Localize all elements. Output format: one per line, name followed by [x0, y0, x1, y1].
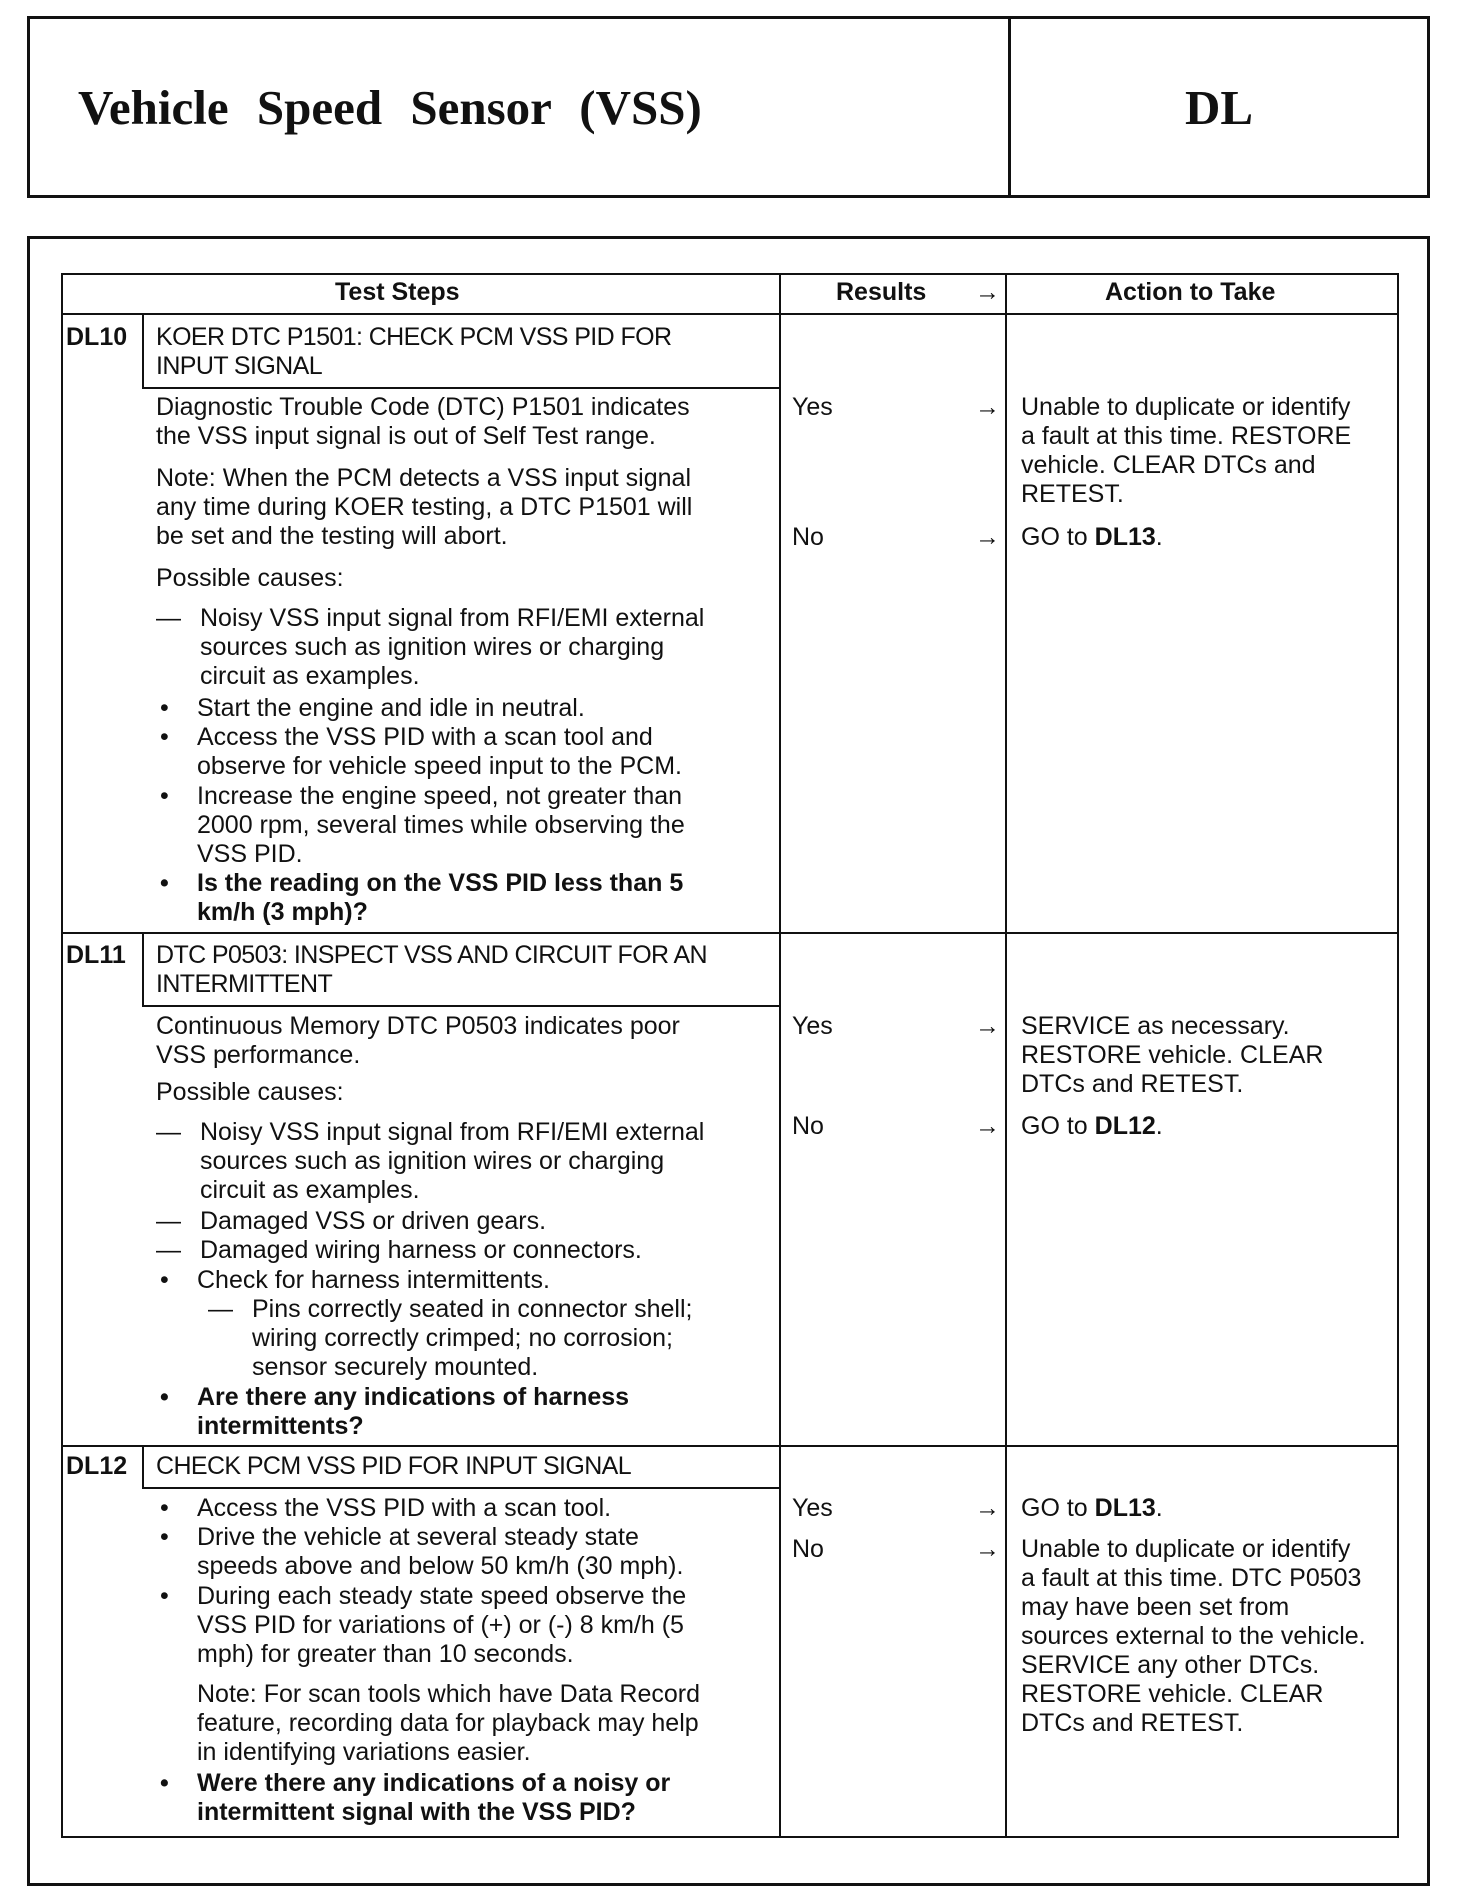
dl12-action-no: Unable to duplicate or identify a fault at this time. DTC P0503 may have been set from sources external to the vehicle. SERVICE any other DTCs. RESTORE vehicle. CLEAR DTCs and RETEST. — [1021, 1535, 1366, 1737]
bullet-marker: • — [160, 723, 169, 751]
id-divider-dl11 — [142, 933, 144, 1006]
step-title-dl12: CHECK PCM VSS PID FOR INPUT SIGNAL — [156, 1452, 632, 1480]
bullet-marker: • — [160, 782, 169, 810]
dl10-question: Is the reading on the VSS PID less than 5 km/h (3 mph)? — [197, 869, 684, 926]
dl10-result-yes: Yes — [792, 393, 833, 421]
dl12-title-line — [142, 1487, 779, 1489]
step-id-dl12: DL12 — [66, 1452, 128, 1480]
dl11-result-yes: Yes — [792, 1012, 833, 1040]
dl10-step-increase-speed: Increase the engine speed, not greater than 2000 rpm, several times while observing the VSS PID. — [197, 782, 685, 868]
dash-marker: — — [156, 1236, 181, 1264]
dash-marker: — — [156, 604, 181, 632]
dl12-step-drive: Drive the vehicle at several steady state speeds above and below 50 km/h (30 mph). — [197, 1523, 684, 1580]
dl12-step-access-pid: Access the VSS PID with a scan tool. — [197, 1494, 612, 1522]
dl10-result-no: No — [792, 523, 824, 551]
col-divider-action — [1005, 273, 1007, 1838]
row-line-dl12 — [61, 1445, 1399, 1447]
dl12-question: Were there any indications of a noisy or intermittent signal with the VSS PID? — [197, 1769, 671, 1826]
dl11-step-check-harness: Check for harness intermittents. — [197, 1266, 550, 1294]
dl12-result-no: No — [792, 1535, 824, 1563]
dl11-action-yes: SERVICE as necessary. RESTORE vehicle. CLEAR DTCs and RETEST. — [1021, 1012, 1324, 1098]
dl11-cause-wiring: Damaged wiring harness or connectors. — [200, 1236, 642, 1264]
step-title-dl10: KOER DTC P1501: CHECK PCM VSS PID FOR INPUT SIGNAL — [156, 323, 672, 380]
step-title-dl11: DTC P0503: INSPECT VSS AND CIRCUIT FOR AN INTERMITTENT — [156, 941, 708, 998]
dl10-action-yes: Unable to duplicate or identify a fault at this time. RESTORE vehicle. CLEAR DTCs and RETEST. — [1021, 393, 1352, 508]
results-arrow-icon: → — [975, 278, 1000, 306]
arrow-icon: → — [975, 523, 1000, 551]
dl11-description: Continuous Memory DTC P0503 indicates poor VSS performance. — [156, 1012, 680, 1069]
bullet-marker: • — [160, 869, 169, 897]
dl10-cause-noisy: Noisy VSS input signal from RFI/EMI external sources such as ignition wires or charging circuit as examples. — [200, 604, 705, 690]
arrow-icon: → — [975, 393, 1000, 421]
dl10-action-no: GO to DL13. — [1021, 523, 1163, 551]
dl12-result-yes: Yes — [792, 1494, 833, 1522]
bullet-marker: • — [160, 1383, 169, 1411]
arrow-icon: → — [975, 1012, 1000, 1040]
dl10-causes-label: Possible causes: — [156, 564, 344, 592]
dl12-action-yes: GO to DL13. — [1021, 1494, 1163, 1522]
arrow-icon: → — [975, 1535, 1000, 1563]
dl11-action-no: GO to DL12. — [1021, 1112, 1163, 1140]
id-divider-dl12 — [142, 1446, 144, 1488]
page-title: Vehicle Speed Sensor (VSS) — [78, 79, 702, 135]
header-row-line — [61, 313, 1399, 315]
id-divider-dl10 — [142, 315, 144, 388]
dl11-result-no: No — [792, 1112, 824, 1140]
dl11-causes-label: Possible causes: — [156, 1078, 344, 1106]
arrow-icon: → — [975, 1112, 1000, 1140]
dash-marker: — — [156, 1118, 181, 1146]
dl10-description: Diagnostic Trouble Code (DTC) P1501 indicates the VSS input signal is out of Self Test range. — [156, 393, 690, 450]
dl11-question: Are there any indications of harness intermittents? — [197, 1383, 630, 1440]
bullet-marker: • — [160, 1523, 169, 1551]
dash-marker: — — [156, 1207, 181, 1235]
dl10-step-access-pid: Access the VSS PID with a scan tool and observe for vehicle speed input to the PCM. — [197, 723, 682, 780]
bullet-marker: • — [160, 1494, 169, 1522]
dl12-note: Note: For scan tools which have Data Record feature, recording data for playback may help in identifying variations easier. — [197, 1680, 701, 1766]
step-id-dl11: DL11 — [66, 941, 126, 969]
bullet-marker: • — [160, 1769, 169, 1797]
dl10-note: Note: When the PCM detects a VSS input signal any time during KOER testing, a DTC P1501 will be set and the testing will abort. — [156, 464, 693, 550]
bullet-marker: • — [160, 1582, 169, 1610]
dl11-harness-checks: Pins correctly seated in connector shell; wiring correctly crimped; no corrosion; sensor securely mounted. — [252, 1295, 693, 1381]
bullet-marker: • — [160, 1266, 169, 1294]
col-divider-results — [779, 273, 781, 1838]
dl10-step-start-engine: Start the engine and idle in neutral. — [197, 694, 585, 722]
page-header — [27, 16, 1430, 198]
col-header-results: Results — [836, 278, 927, 306]
dl11-title-line — [142, 1005, 779, 1007]
arrow-icon: → — [975, 1494, 1000, 1522]
step-id-dl10: DL10 — [66, 323, 128, 351]
col-header-test-steps: Test Steps — [335, 278, 460, 306]
dl12-step-observe: During each steady state speed observe the VSS PID for variations of (+) or (-) 8 km/h (5 mph) for greater than 10 seconds. — [197, 1582, 687, 1668]
dl11-cause-noisy: Noisy VSS input signal from RFI/EMI external sources such as ignition wires or charging circuit as examples. — [200, 1118, 705, 1204]
dl10-title-line — [142, 387, 779, 389]
dl11-cause-gears: Damaged VSS or driven gears. — [200, 1207, 547, 1235]
dash-marker: — — [208, 1295, 233, 1323]
section-code: DL — [1184, 79, 1254, 135]
col-header-action: Action to Take — [1105, 278, 1276, 306]
row-line-dl11 — [61, 932, 1399, 934]
bullet-marker: • — [160, 694, 169, 722]
